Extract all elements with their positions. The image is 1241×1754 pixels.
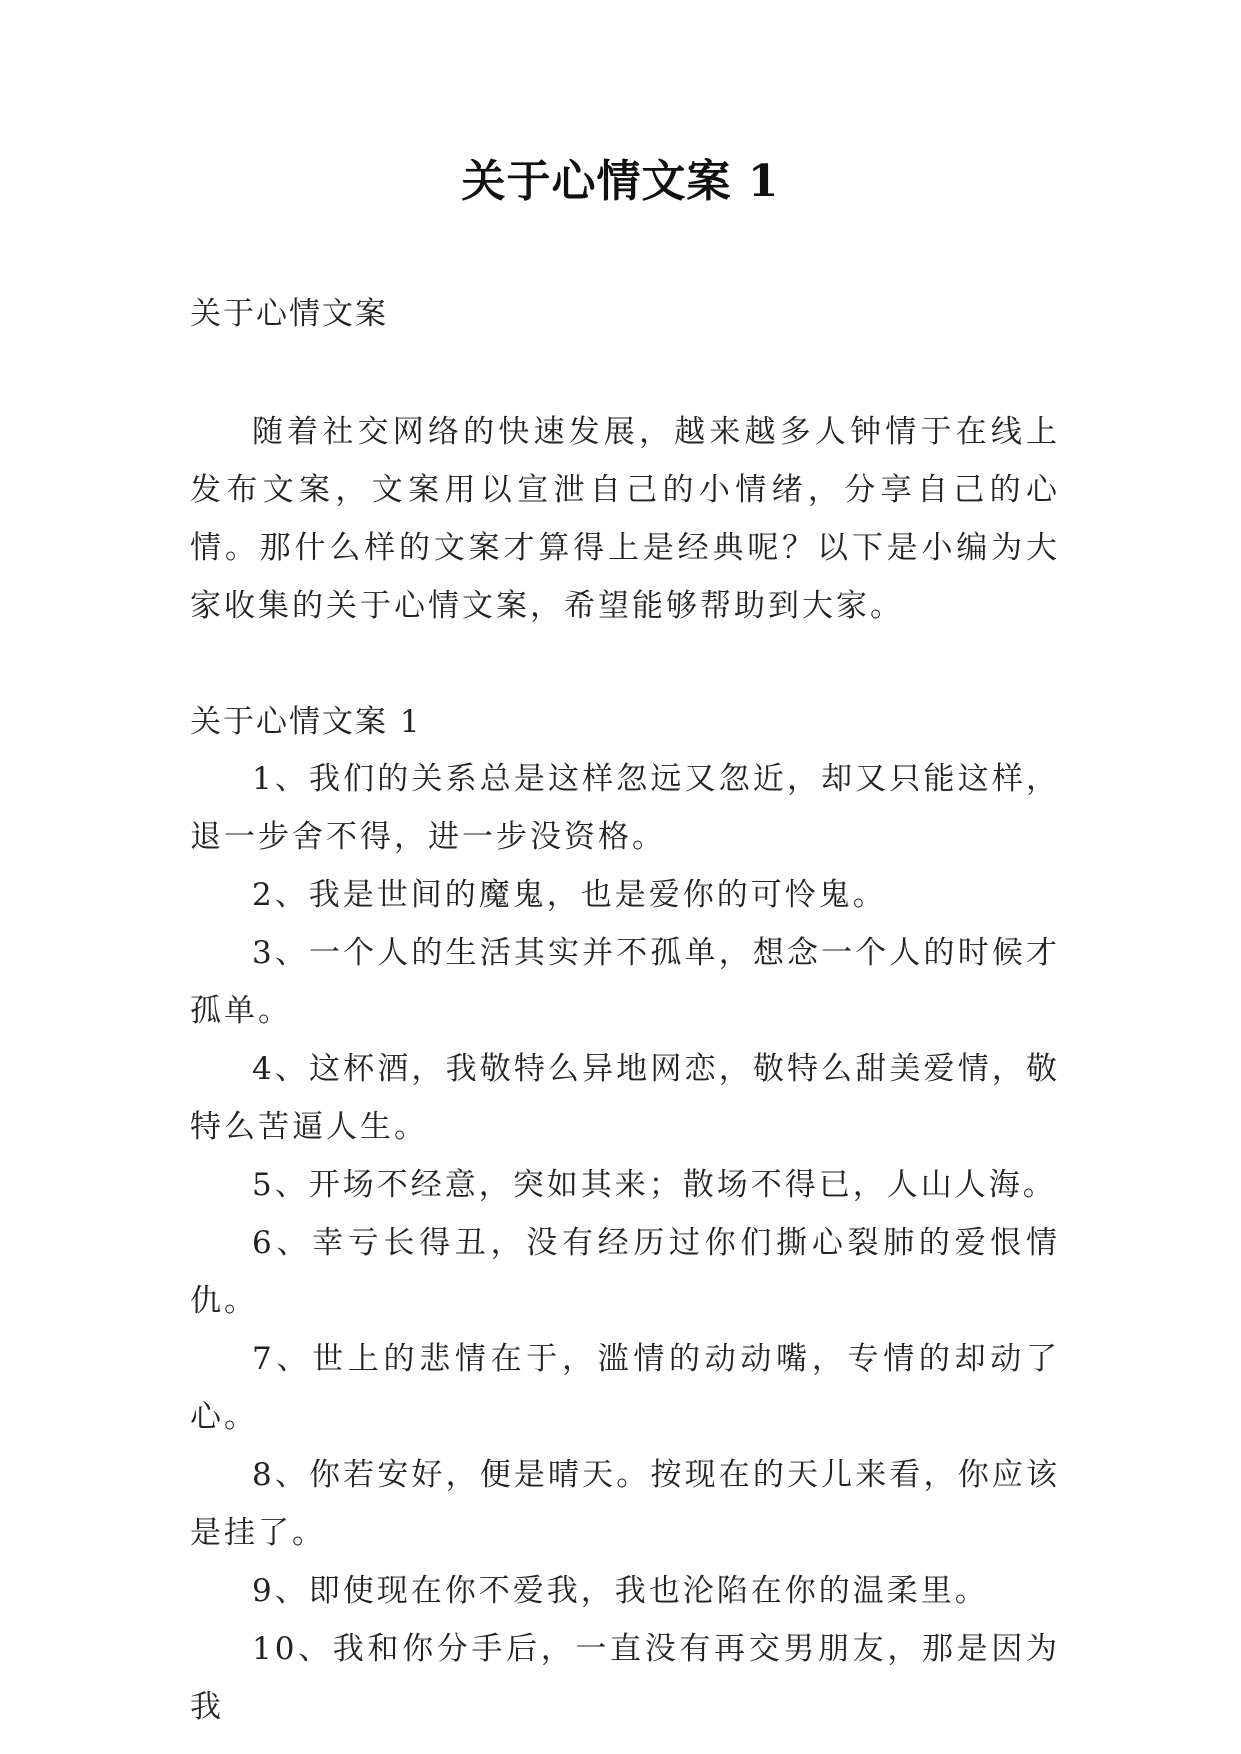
section-heading: 关于心情文案 1	[190, 704, 422, 740]
list-item: 6、幸亏长得丑，没有经历过你们撕心裂肺的爱恨情仇。	[190, 1225, 1060, 1319]
document-title: 关于心情文案 1	[461, 156, 780, 207]
list-item: 5、开场不经意，突如其来；散场不得已，人山人海。	[252, 1167, 1057, 1203]
list-item: 10、我和你分手后，一直没有再交男朋友，那是因为我	[190, 1631, 1060, 1725]
list-item: 2、我是世间的魔鬼，也是爱你的可怜鬼。	[252, 877, 887, 913]
list-item: 9、即使现在你不爱我，我也沦陷在你的温柔里。	[252, 1573, 989, 1609]
list-item: 8、你若安好，便是晴天。按现在的天儿来看，你应该是挂了。	[190, 1457, 1060, 1551]
document-subtitle: 关于心情文案	[190, 296, 388, 332]
quote-list	[190, 750, 1060, 1736]
list-item: 4、这杯酒，我敬特么异地网恋，敬特么甜美爱情，敬特么苦逼人生。	[190, 1051, 1060, 1145]
list-item: 3、一个人的生活其实并不孤单，想念一个人的时候才孤单。	[190, 935, 1060, 1029]
list-item: 1、我们的关系总是这样忽远又忽近，却又只能这样，退一步舍不得，进一步没资格。	[190, 761, 1060, 855]
intro-paragraph: 随着社交网络的快速发展，越来越多人钟情于在线上发布文案，文案用以宣泄自己的小情绪，分享自己的心情。那什么样的文案才算得上是经典呢？以下是小编为大家收集的关于心情文案，希望能够帮助到大家。	[190, 414, 1060, 624]
list-item: 7、世上的悲情在于，滥情的动动嘴，专情的却动了心。	[190, 1341, 1060, 1435]
